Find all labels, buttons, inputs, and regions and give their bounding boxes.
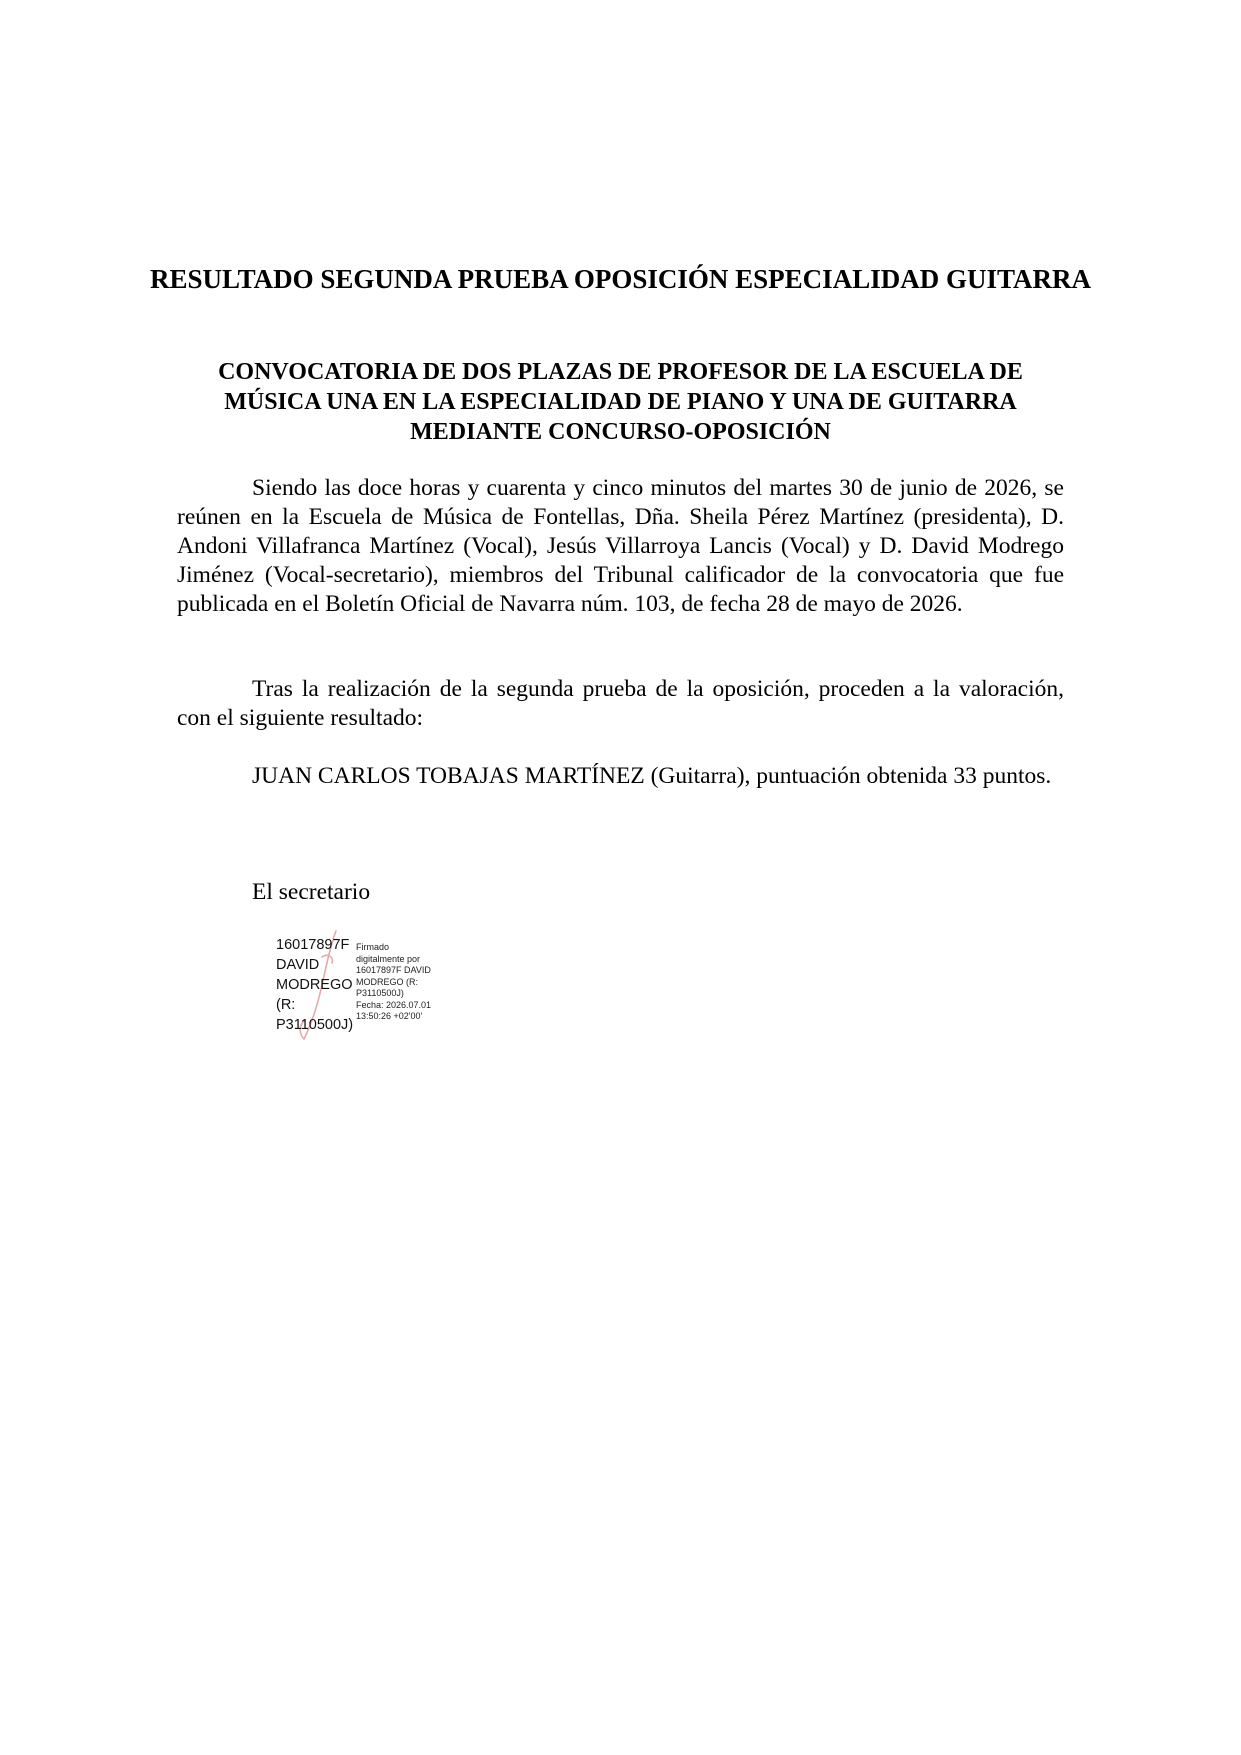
- document-subtitle: CONVOCATORIA DE DOS PLAZAS DE PROFESOR DE LA ESCUELA DE MÚSICA UNA EN LA ESPECIALIDAD DE PIANO Y UNA DE GUITARRA MEDIANTE CONCURSO-OPOSICIÓN: [218, 359, 1023, 445]
- paragraph-result: JUAN CARLOS TOBAJAS MARTÍNEZ (Guitarra), puntuación obtenida 33 puntos.: [252, 763, 1052, 789]
- closing-secretary: El secretario: [252, 879, 371, 905]
- signature-signer-block: [276, 935, 353, 1035]
- signature-detail-line: Fecha: 2026.07.01: [356, 999, 432, 1010]
- signature-detail-line: MODREGO (R:: [356, 976, 418, 987]
- signer-line: MODREGO: [276, 977, 353, 993]
- signer-line: 16017897F: [276, 937, 350, 953]
- signature-detail-line: P3110500J): [356, 988, 404, 998]
- signer-line: P3110500J): [276, 1017, 354, 1033]
- signature-detail-line: digitalmente por: [356, 953, 421, 964]
- signature-detail-line: 16017897F DAVID: [356, 965, 431, 975]
- signature-details-block: [356, 942, 431, 1023]
- document-title: RESULTADO SEGUNDA PRUEBA OPOSICIÓN ESPECIALIDAD GUITARRA: [150, 264, 1091, 294]
- signature-detail-line: 13:50:26 +02'00': [356, 1011, 423, 1021]
- signer-line: (R:: [276, 997, 296, 1013]
- signature-detail-line: Firmado: [356, 942, 390, 952]
- paragraph-evaluation: Tras la realización de la segunda prueba de la oposición, proceden a la valoración, con el siguiente resultado:: [177, 676, 1064, 731]
- paragraph-meeting: Siendo las doce horas y cuarenta y cinco minutos del martes 30 de junio de 2026, se reúnen en la Escuela de Música de Fontellas, Dña. Sheila Pérez Martínez (presidenta), D. Andoni Villafranca Martínez (Vocal), Jesús Villarroya Lancis (Vocal) y D. David Modrego Jiménez (Vocal-secretario), miembros del Tribunal calificador de la convocatoria que fue publicada en el Boletín Oficial de Navarra núm. 103, de fecha 28 de mayo de 2026.: [177, 475, 1064, 617]
- signer-line: DAVID: [276, 957, 320, 973]
- digital-signature: [270, 925, 450, 1045]
